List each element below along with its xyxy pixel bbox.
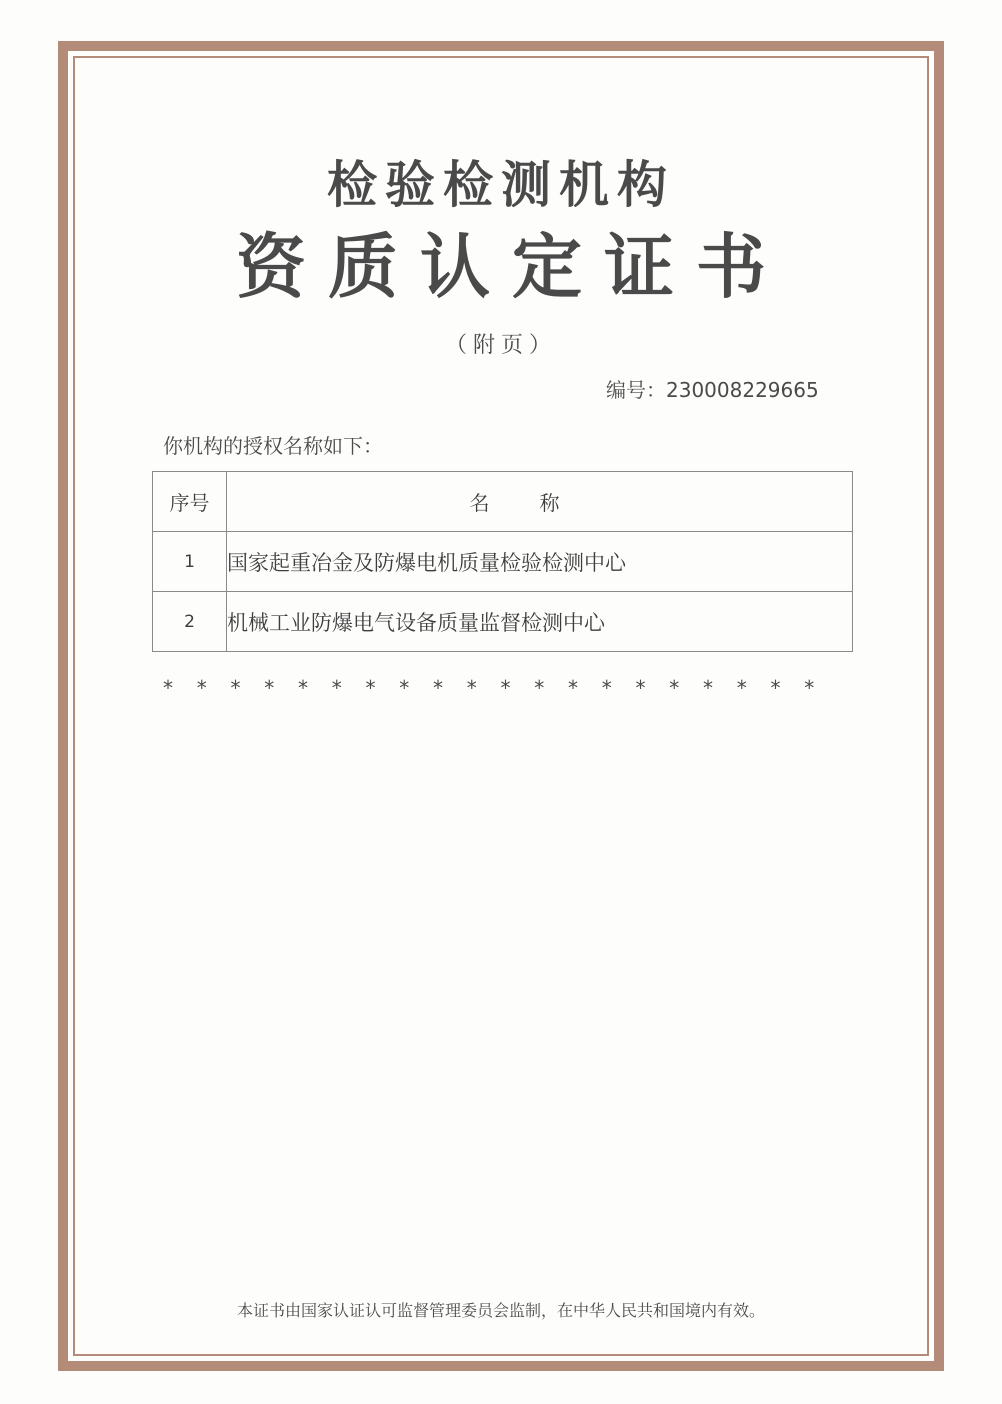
title-line-2: 资质认定证书 [236,225,788,308]
footer-note: 本证书由国家认证认可监督管理委员会监制，在中华人民共和国境内有效。 [236,1301,765,1320]
header-name: 名称 [227,472,853,532]
authorized-names-table [152,471,853,652]
intro-text: 你机构的授权名称如下： [163,434,383,458]
row-seq: 1 [153,532,227,592]
row-seq: 2 [153,592,227,652]
certificate-number-value: 230008229665 [666,378,819,402]
row-name: 国家起重冶金及防爆电机质量检验检测中心 [227,532,853,592]
certificate-number-label: 编号： [606,378,666,402]
header-seq: 序号 [153,472,227,532]
table-row [153,592,853,652]
table-header-row [153,472,853,532]
certificate-number [606,374,819,403]
title-line-1: 检验检测机构 [327,155,675,214]
star-separator: * * * * * * * * * * * * * * * * * * * * [163,676,823,700]
subtitle: （附页） [444,333,557,358]
row-name: 机械工业防爆电气设备质量监督检测中心 [227,592,853,652]
table-row [153,532,853,592]
